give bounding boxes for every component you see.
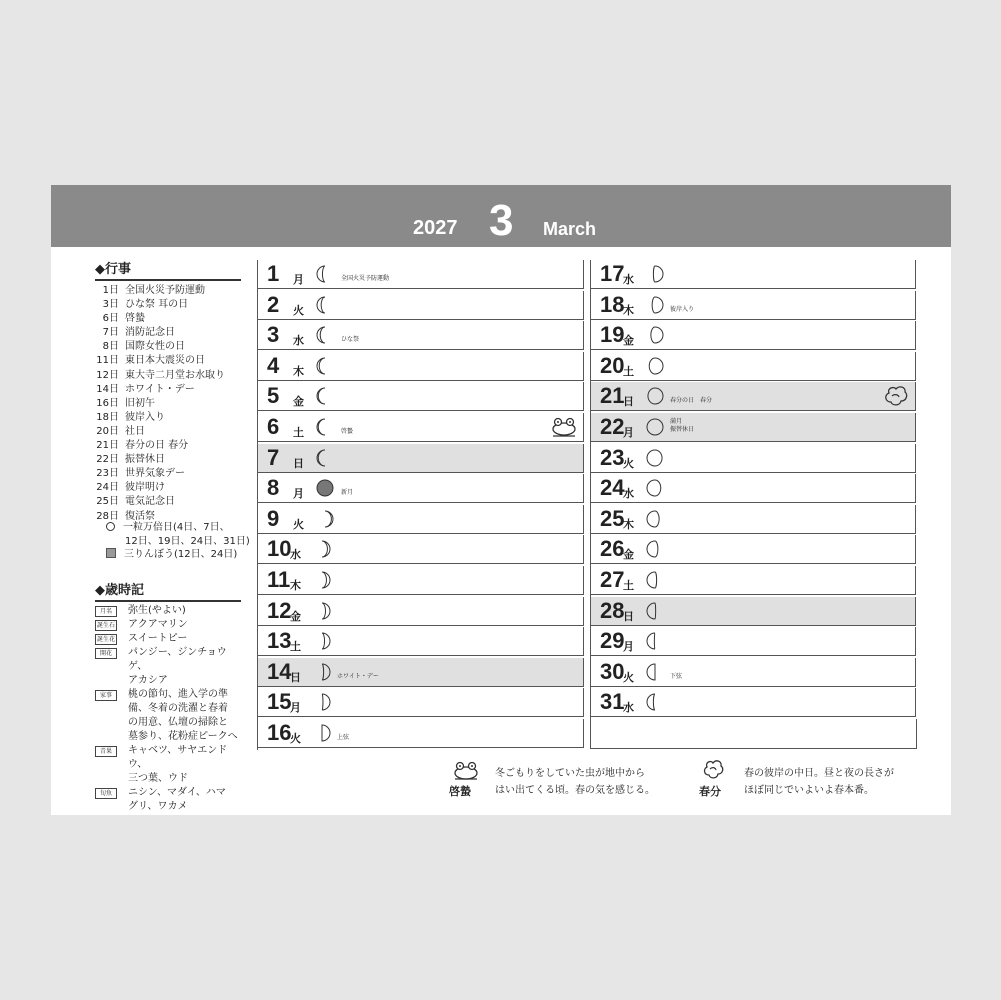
day-weekday: 日	[293, 456, 304, 470]
event-row	[91, 369, 251, 383]
day-cell-8	[257, 474, 584, 503]
moon-phase-icon	[646, 296, 664, 314]
event-day: 1日	[102, 285, 119, 296]
day-note: 新月	[341, 489, 354, 497]
moon-phase-icon	[646, 357, 664, 375]
event-row	[91, 467, 251, 481]
day-cell-2	[257, 291, 584, 320]
day-cell-9	[257, 505, 584, 534]
moon-phase-icon	[316, 387, 334, 405]
day-number: 22	[600, 414, 625, 439]
saijiki-tag: 月名	[95, 606, 117, 617]
day-cell-13	[257, 627, 584, 656]
legend-ichiryu-cont: 12日、19日、24日、31日)	[125, 535, 250, 547]
day-weekday: 日	[623, 609, 634, 623]
moon-phase-icon	[316, 418, 334, 436]
saijiki-row	[95, 688, 245, 744]
day-cell-26	[590, 535, 916, 564]
day-number: 26	[600, 536, 625, 562]
event-text: 啓蟄	[125, 313, 145, 325]
day-cell-10	[257, 535, 584, 564]
day-cell-30	[590, 658, 916, 687]
event-day: 3日	[102, 299, 119, 311]
day-weekday: 木	[293, 364, 304, 378]
day-weekday: 金	[290, 609, 301, 623]
day-weekday: 金	[293, 395, 304, 409]
day-number: 17	[600, 261, 625, 286]
saijiki-tag: 誕生石	[96, 622, 115, 629]
event-text: 国際女性の日	[125, 341, 185, 353]
day-cell-25	[590, 505, 916, 534]
day-number: 6	[267, 414, 280, 439]
day-number: 7	[267, 444, 280, 470]
saijiki-tag: 家事	[95, 690, 117, 701]
moon-phase-icon	[316, 296, 334, 314]
event-row	[91, 481, 251, 495]
day-number: 2	[267, 291, 280, 317]
day-cell-18	[590, 291, 916, 320]
event-day: 11日	[96, 355, 119, 367]
day-cell-12	[257, 597, 584, 626]
saijiki-line: 備、冬着の洗濯と春着	[128, 703, 228, 714]
saijiki-tag: 青果	[95, 746, 117, 757]
moon-phase-icon	[646, 387, 664, 405]
moon-phase-icon	[646, 693, 664, 711]
saijiki-row	[95, 618, 245, 632]
event-text: 全国火災予防運動	[125, 285, 205, 296]
saijiki-line: アクアマリン	[128, 619, 188, 630]
flower-icon	[702, 759, 724, 781]
saijiki-text	[128, 632, 245, 646]
moon-phase-icon	[646, 479, 664, 497]
event-row	[91, 495, 251, 509]
event-row	[91, 425, 251, 439]
saijiki-line: 弥生(やよい)	[128, 605, 186, 616]
moon-phase-icon	[313, 724, 331, 742]
day-number: 29	[600, 628, 625, 654]
day-number: 14	[267, 658, 292, 684]
saijiki-text	[128, 646, 245, 688]
event-day: 14日	[96, 383, 119, 395]
day-weekday: 水	[290, 548, 301, 562]
day-weekday: 土	[623, 579, 634, 592]
moon-phase-icon	[646, 418, 664, 436]
event-text: 世界気象デー	[125, 468, 185, 480]
moon-phase-icon	[313, 602, 331, 620]
flower-icon	[883, 385, 909, 407]
moon-phase-icon	[316, 479, 334, 497]
day-weekday: 木	[623, 303, 634, 317]
moon-phase-icon	[316, 326, 334, 344]
saijiki-heading: ◆歳時記	[95, 579, 241, 602]
saijiki-line: ニシン、マダイ、ハマ	[128, 787, 226, 798]
day-cell-15	[257, 688, 584, 717]
event-day: 16日	[96, 397, 119, 409]
day-cell-20	[590, 352, 916, 381]
day-number: 16	[267, 720, 292, 745]
event-day: 20日	[96, 425, 119, 437]
frog-icon	[551, 416, 577, 438]
event-row	[91, 397, 251, 411]
calendar-sheet	[51, 185, 951, 815]
day-note: 啓蟄	[341, 428, 354, 435]
day-note: ホワイト・デー	[337, 672, 379, 680]
day-cell-11	[257, 566, 584, 595]
event-day: 18日	[96, 411, 119, 423]
moon-phase-icon	[316, 265, 334, 283]
day-number: 21	[600, 383, 625, 409]
event-row	[91, 411, 251, 425]
day-weekday: 木	[290, 579, 301, 592]
moon-phase-icon	[646, 510, 664, 528]
day-cell-3	[257, 321, 584, 350]
event-text: 彼岸入り	[125, 411, 165, 423]
event-text: 復活祭	[125, 510, 155, 522]
event-row	[91, 312, 251, 326]
day-note: 全国火災予防運動	[341, 275, 390, 282]
day-cell-6	[257, 413, 584, 442]
event-day: 28日	[96, 510, 119, 522]
saijiki-text	[128, 744, 245, 786]
event-text: 旧初午	[125, 397, 155, 409]
day-weekday: 月	[623, 640, 634, 654]
saijiki-row	[95, 646, 245, 688]
day-weekday: 月	[290, 701, 301, 715]
saijiki-line: キャベツ、サヤエンドウ、	[128, 745, 228, 770]
event-text: 東日本大震災の日	[125, 355, 205, 367]
event-row	[91, 439, 251, 453]
day-weekday: 火	[623, 456, 634, 470]
day-weekday: 火	[623, 670, 634, 684]
day-number: 13	[267, 628, 292, 654]
event-row	[91, 453, 251, 467]
event-text: 社日	[125, 425, 145, 437]
day-weekday: 土	[290, 640, 301, 654]
event-text: 春分の日 春分	[125, 440, 189, 452]
saijiki-list	[95, 604, 245, 814]
moon-phase-icon	[313, 632, 331, 650]
day-number: 12	[267, 597, 292, 623]
saijiki-text	[128, 786, 245, 814]
day-number: 10	[267, 536, 292, 562]
event-day: 24日	[96, 482, 119, 494]
day-weekday: 月	[623, 426, 634, 439]
column-border	[257, 260, 258, 750]
event-day: 25日	[96, 496, 119, 508]
day-note: 満月 振替休日	[670, 418, 695, 433]
day-number: 30	[600, 658, 625, 684]
day-number: 3	[267, 322, 280, 348]
empty-day-cell	[590, 719, 917, 749]
saijiki-tag: 旬魚	[95, 788, 117, 799]
calendar-header	[51, 185, 951, 247]
moon-phase-icon	[646, 571, 664, 589]
day-number: 18	[600, 291, 625, 317]
event-day: 6日	[102, 313, 119, 325]
moon-phase-icon	[313, 663, 331, 681]
saijiki-line: アカシア	[128, 675, 168, 686]
day-number: 9	[267, 505, 280, 531]
column-border	[590, 260, 591, 719]
day-weekday: 火	[293, 303, 304, 317]
day-number: 1	[267, 261, 280, 286]
day-number: 27	[600, 567, 625, 592]
event-row	[91, 298, 251, 312]
moon-phase-icon	[313, 693, 331, 711]
event-row	[91, 326, 251, 340]
event-row	[91, 284, 251, 298]
day-weekday: 日	[623, 395, 634, 409]
day-number: 8	[267, 475, 280, 501]
saijiki-line: グリ、ワカメ	[128, 801, 188, 812]
day-cell-16	[257, 719, 584, 748]
day-cell-14	[257, 658, 584, 687]
day-number: 15	[267, 689, 292, 715]
day-cell-28	[590, 597, 916, 626]
day-number: 28	[600, 597, 625, 623]
saijiki-text	[128, 604, 245, 618]
day-weekday: 月	[293, 273, 304, 286]
frog-icon	[453, 761, 479, 781]
events-heading: ◆行事	[95, 258, 241, 281]
day-weekday: 火	[290, 732, 301, 745]
event-day: 8日	[102, 341, 119, 353]
saijiki-text	[128, 618, 245, 632]
keichitsu-label: 啓蟄	[449, 785, 471, 798]
shunbun-label: 春分	[699, 785, 721, 798]
saijiki-row	[95, 744, 245, 786]
event-text: ホワイト・デー	[125, 383, 195, 395]
day-weekday: 水	[623, 487, 634, 501]
day-weekday: 水	[623, 701, 634, 715]
day-note: 上弦	[337, 734, 350, 741]
event-day: 12日	[96, 369, 119, 381]
square-icon	[106, 548, 116, 558]
day-weekday: 月	[293, 487, 304, 501]
day-note: 下弦	[670, 672, 683, 680]
event-row	[91, 354, 251, 368]
day-number: 23	[600, 444, 625, 470]
day-cell-5	[257, 382, 584, 411]
shunbun-description: 春の彼岸の中日。昼と夜の長さが ほぼ同じでいよいよ春本番。	[744, 768, 894, 796]
moon-phase-icon	[646, 663, 664, 681]
saijiki-line: 桃の節句、進入学の準	[128, 689, 228, 700]
event-day: 22日	[96, 454, 119, 466]
moon-phase-icon	[646, 265, 664, 283]
day-note: ひな祭	[341, 336, 360, 344]
event-text: 彼岸明け	[125, 482, 165, 494]
day-number: 5	[267, 383, 280, 409]
day-cell-27	[590, 566, 916, 595]
event-day: 7日	[102, 327, 119, 339]
event-day: 23日	[96, 468, 119, 480]
moon-phase-icon	[316, 449, 334, 467]
moon-phase-icon	[646, 602, 664, 620]
day-cell-24	[590, 474, 916, 503]
day-note: 春分の日 春分	[670, 397, 713, 405]
day-number: 31	[600, 689, 625, 715]
header-year: 2027	[413, 217, 458, 239]
moon-phase-icon	[646, 540, 664, 558]
saijiki-tag: 誕生花	[96, 636, 115, 643]
moon-phase-icon	[316, 357, 334, 375]
day-cell-31	[590, 688, 916, 717]
day-weekday: 水	[623, 273, 634, 286]
moon-phase-icon	[313, 571, 331, 589]
header-month-english: March	[543, 219, 597, 239]
day-weekday: 日	[290, 670, 301, 684]
day-number: 20	[600, 352, 625, 378]
day-weekday: 金	[623, 334, 634, 348]
day-weekday: 火	[293, 517, 304, 531]
legend-ichiryu: 一粒万倍日(4日、7日、	[91, 521, 250, 535]
event-text: ひな祭 耳の日	[125, 299, 189, 311]
moon-phase-icon	[646, 326, 664, 344]
event-row	[91, 340, 251, 354]
header-month-number: 3	[489, 196, 514, 245]
event-text: 消防記念日	[125, 327, 175, 339]
event-text: 東大寺二月堂お水取り	[125, 369, 225, 381]
day-cell-7	[257, 444, 584, 473]
day-weekday: 木	[623, 517, 634, 531]
event-text: 電気記念日	[125, 496, 175, 508]
moon-phase-icon	[646, 449, 664, 467]
saijiki-line: スイートピー	[128, 633, 188, 644]
day-weekday: 金	[623, 548, 634, 562]
event-text: 振替休日	[125, 454, 165, 466]
day-cell-23	[590, 444, 916, 473]
saijiki-line: 墓参り、花粉症ピークへ	[128, 731, 238, 742]
saijiki-text	[128, 688, 245, 744]
day-cell-22	[590, 413, 916, 442]
circle-icon	[106, 522, 115, 531]
saijiki-row	[95, 632, 245, 646]
saijiki-tag: 開花	[95, 648, 117, 659]
day-number: 24	[600, 475, 625, 501]
events-list	[91, 284, 251, 524]
moon-phase-icon	[316, 510, 334, 528]
day-note: 彼岸入り	[670, 305, 695, 313]
moon-phase-icon	[313, 540, 331, 558]
day-number: 4	[267, 352, 280, 378]
day-number: 25	[600, 505, 625, 531]
day-cell-1	[257, 260, 584, 289]
day-cell-17	[590, 260, 916, 289]
day-cell-29	[590, 627, 916, 656]
day-weekday: 土	[623, 364, 634, 378]
day-cell-21	[590, 382, 916, 411]
saijiki-line: の用意、仏壇の掃除と	[128, 717, 228, 728]
saijiki-row	[95, 786, 245, 814]
day-number: 11	[267, 567, 291, 592]
keichitsu-description: 冬ごもりをしていた虫が地中から はい出てくる頃。春の気を感じる。	[495, 768, 655, 796]
legend	[91, 521, 250, 562]
event-row	[91, 383, 251, 397]
day-weekday: 水	[293, 334, 304, 348]
day-cell-19	[590, 321, 916, 350]
day-weekday: 土	[293, 426, 304, 439]
day-cell-4	[257, 352, 584, 381]
saijiki-line: 三つ葉、ウド	[128, 773, 188, 784]
saijiki-line: パンジー、ジンチョウゲ、	[128, 647, 227, 672]
day-number: 19	[600, 322, 625, 348]
moon-phase-icon	[646, 632, 664, 650]
event-day: 21日	[96, 440, 119, 452]
legend-sanrin: 三りんぼう(12日、24日)	[91, 548, 250, 562]
saijiki-row	[95, 604, 245, 618]
